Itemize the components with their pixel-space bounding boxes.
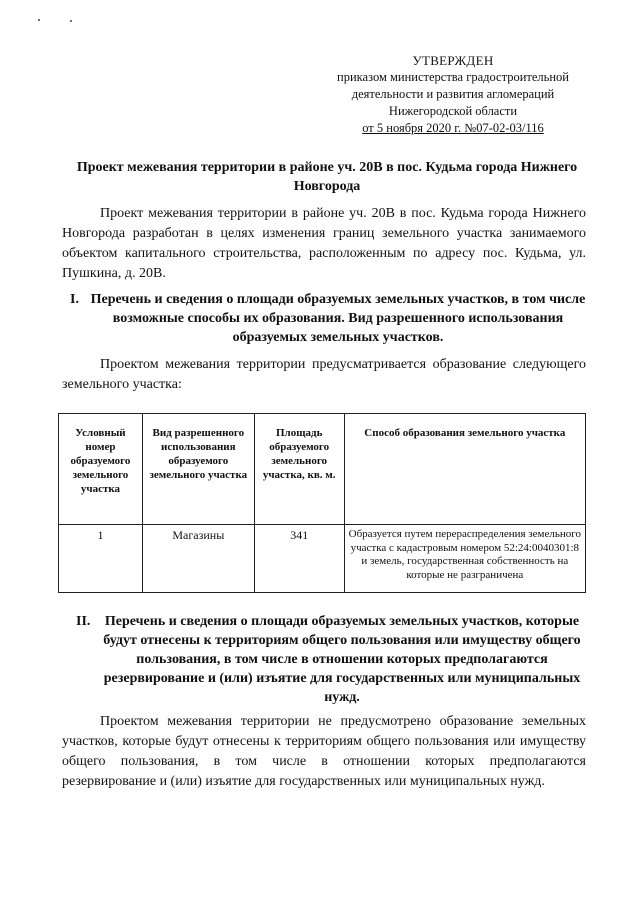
section-1-heading (62, 290, 588, 347)
cell-area: 341 (254, 525, 344, 593)
cell-use: Магазины (142, 525, 254, 593)
scan-speck (38, 19, 40, 21)
section-1-number: I. (70, 292, 79, 307)
table-header-row (59, 414, 586, 525)
approval-line: Нижегородской области (388, 104, 518, 118)
approval-line: приказом министерства градостроительной (337, 70, 569, 84)
table-row (59, 525, 586, 593)
section-1-paragraph: Проектом межевания территории предусматривается образование следующего земельного участка: (62, 357, 586, 392)
section-1-heading-text: Перечень и сведения о площади образуемых земельных участков, в том числе возможные способы их образования. Вид разрешенного использования образуемых земельных участков. (90, 292, 586, 345)
document-title: Проект межевания территории в районе уч. 20В в пос. Кудьма города Нижнего Новгорода (76, 160, 578, 194)
cell-method: Образуется путем перераспределения земельного участка с кадастровым номером 52:24:0040301:8 и земель, государственная собственность на которые не разграничена (344, 525, 585, 593)
column-header-method: Способ образования земельного участка (344, 414, 585, 525)
approval-heading: УТВЕРЖДЕН (412, 53, 494, 68)
intro-paragraph: Проект межевания территории в районе уч. 20В в пос. Кудьма города Нижнего Новгорода разработан в целях изменения границ земельного участка занимаемого объектом капитального строительства, расположенным по адресу пос. Кудьма, ул. Пушкина, д. 20В. (62, 206, 586, 281)
approval-stamp (318, 52, 588, 137)
cell-number: 1 (59, 525, 143, 593)
section-2-heading (62, 612, 588, 707)
column-header-use: Вид разрешенного использования образуемого земельного участка (142, 414, 254, 525)
section-2-number: II. (76, 614, 91, 629)
scan-speck (70, 20, 72, 22)
column-header-area: Площадь образуемого земельного участка, кв. м. (254, 414, 344, 525)
approval-line: деятельности и развития агломераций (351, 87, 555, 101)
column-header-number: Условный номер образуемого земельного участка (59, 414, 143, 525)
approval-order: от 5 ноября 2020 г. №07-02-03/116 (362, 121, 544, 135)
parcels-table (58, 413, 586, 593)
section-2-heading-text: Перечень и сведения о площади образуемых земельных участков, которые будут отнесены к территориям общего пользования или имуществу общего пользования, в том числе в отношении которых предполагаются резервирование и (или) изъятие для государственных или муниципальных нужд. (103, 614, 581, 705)
section-2-paragraph: Проектом межевания территории не предусмотрено образование земельных участков, которые будут отнесены к территориям общего пользования или имуществу общего пользования, в том числе в отношении которых предполагаются резервирование и (или) изъятие для государственных или муниципальных нужд. (62, 714, 586, 789)
